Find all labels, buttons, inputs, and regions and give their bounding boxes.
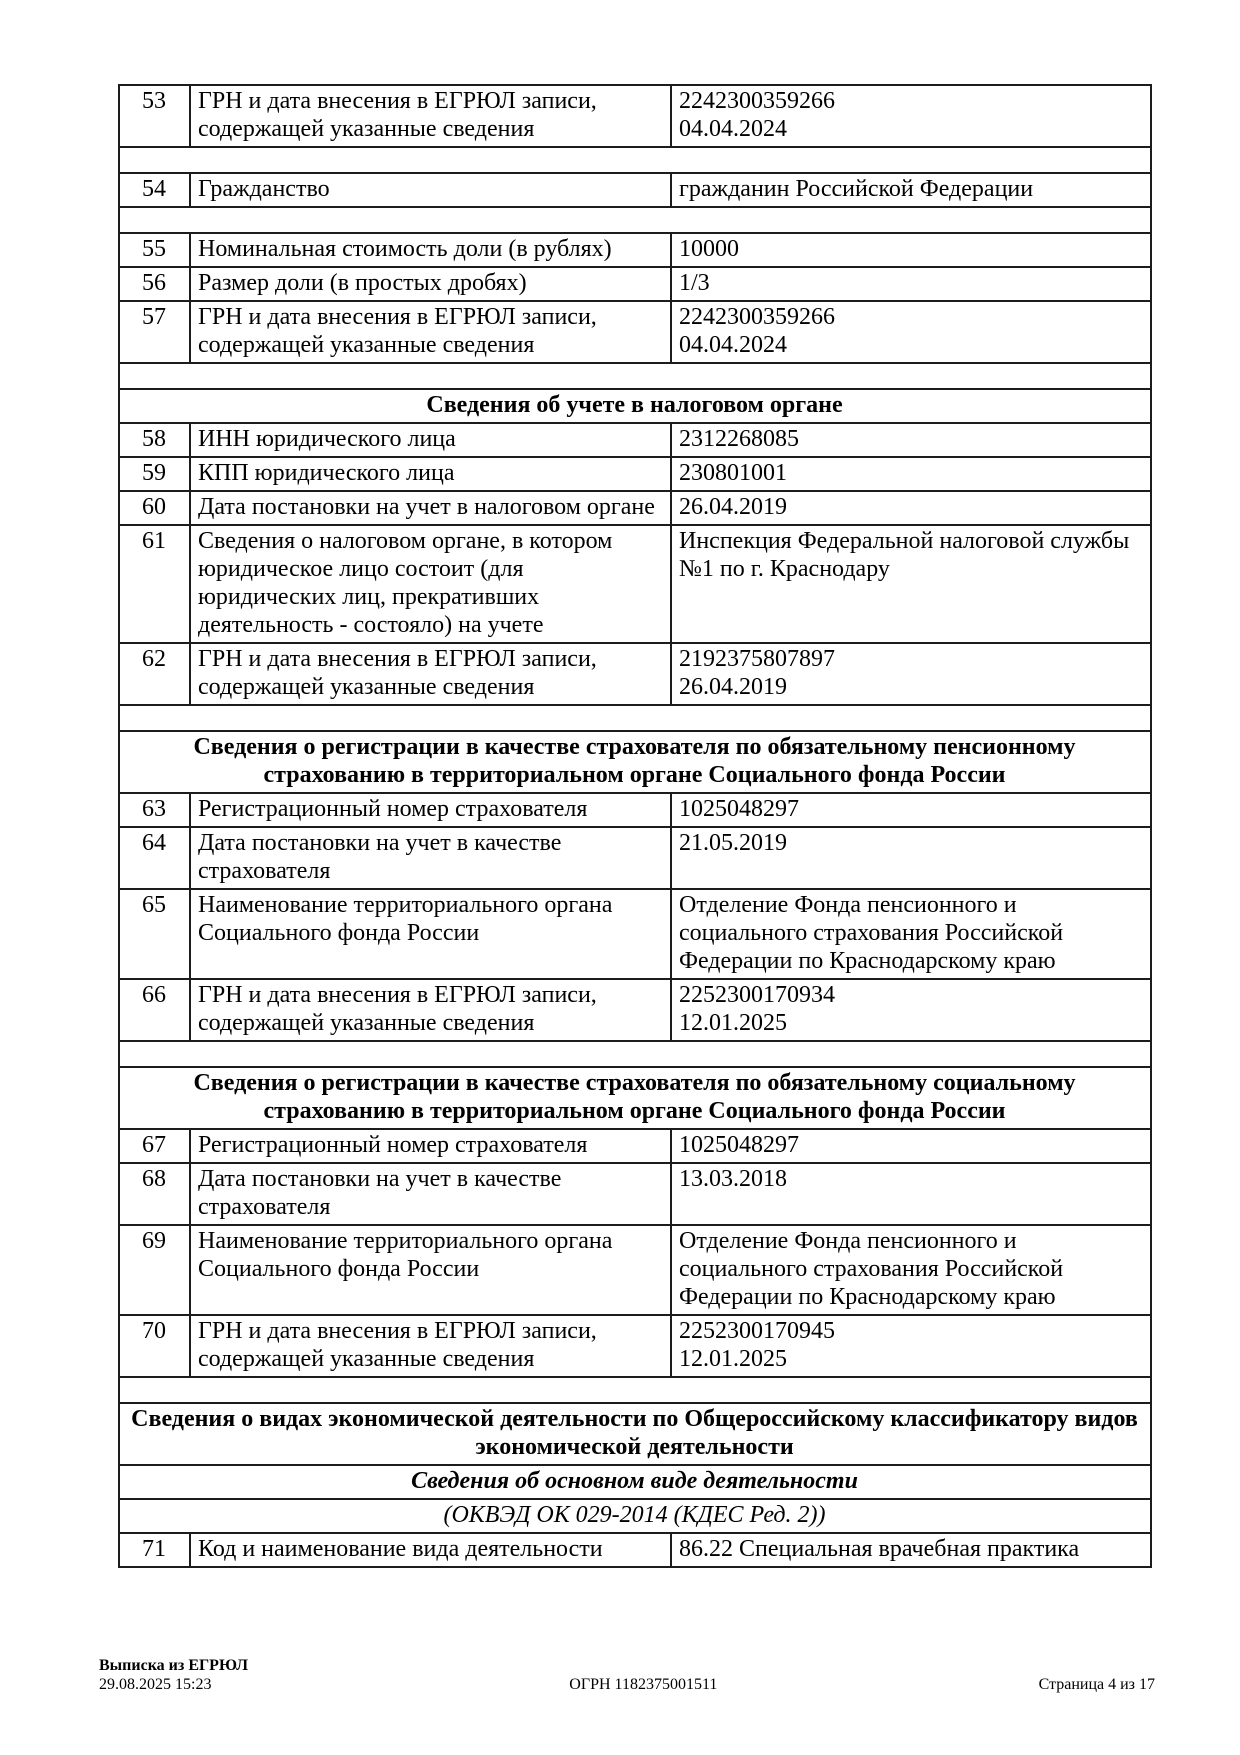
value-line: 12.01.2025 (679, 1346, 787, 1372)
row-number: 55 (119, 233, 190, 267)
table-row (119, 85, 1151, 147)
table-row (119, 525, 1151, 643)
row-value (671, 643, 1151, 705)
table-row (119, 267, 1151, 301)
value-line: 2252300170934 (679, 982, 835, 1008)
row-number: 66 (119, 979, 190, 1041)
section-header: (ОКВЭД ОК 029-2014 (КДЕС Ред. 2)) (119, 1499, 1151, 1533)
value-line: 86.22 Специальная врачебная практика (679, 1536, 1080, 1562)
row-number: 69 (119, 1225, 190, 1315)
row-label: ГРН и дата внесения в ЕГРЮЛ записи, содержащей указанные сведения (190, 643, 671, 705)
value-line: 26.04.2019 (679, 674, 787, 700)
row-value (671, 1163, 1151, 1225)
table-row (119, 423, 1151, 457)
row-number: 60 (119, 491, 190, 525)
spacer-row (119, 705, 1151, 731)
value-line: 26.04.2019 (679, 494, 787, 520)
row-label: Наименование территориального органа Социального фонда России (190, 1225, 671, 1315)
value-line: гражданин Российской Федерации (679, 176, 1034, 202)
section-italic-row (119, 1465, 1151, 1499)
row-label: Размер доли (в простых дробях) (190, 267, 671, 301)
table-row (119, 889, 1151, 979)
row-label: Код и наименование вида деятельности (190, 1533, 671, 1567)
table-row (119, 1315, 1151, 1377)
row-value (671, 233, 1151, 267)
value-line: 1025048297 (679, 796, 799, 822)
value-line: 04.04.2024 (679, 116, 787, 142)
value-line: 1/3 (679, 270, 710, 296)
spacer-cell (119, 705, 1151, 731)
table-row (119, 827, 1151, 889)
table-row (119, 491, 1151, 525)
section-header: Сведения о регистрации в качестве страхователя по обязательному пенсионному страхованию в территориальном органе Социального фонда России (119, 731, 1151, 793)
row-number: 70 (119, 1315, 190, 1377)
spacer-cell (119, 207, 1151, 233)
row-value (671, 525, 1151, 643)
row-value (671, 827, 1151, 889)
value-line: 230801001 (679, 460, 787, 486)
row-number: 65 (119, 889, 190, 979)
row-value (671, 491, 1151, 525)
table-row (119, 233, 1151, 267)
spacer-cell (119, 1377, 1151, 1403)
value-line: 12.01.2025 (679, 1010, 787, 1036)
row-value (671, 457, 1151, 491)
row-value (671, 889, 1151, 979)
spacer-row (119, 363, 1151, 389)
value-line: 04.04.2024 (679, 332, 787, 358)
value-line: 10000 (679, 236, 739, 262)
row-label: Номинальная стоимость доли (в рублях) (190, 233, 671, 267)
table-row (119, 1533, 1151, 1567)
row-number: 64 (119, 827, 190, 889)
spacer-row (119, 1377, 1151, 1403)
row-label: Сведения о налоговом органе, в котором юридическое лицо состоит (для юридических лиц, прекративших деятельность - состояло) на учете (190, 525, 671, 643)
egrul-extract-table (118, 84, 1152, 1568)
value-line: 2242300359266 (679, 304, 835, 330)
row-label: Дата постановки на учет в качестве страхователя (190, 827, 671, 889)
row-label: ГРН и дата внесения в ЕГРЮЛ записи, содержащей указанные сведения (190, 85, 671, 147)
value-line: Инспекция Федеральной налоговой службы №1 по г. Краснодару (679, 528, 1130, 582)
row-number: 67 (119, 1129, 190, 1163)
footer-left-block (99, 1656, 248, 1694)
value-line: 2192375807897 (679, 646, 835, 672)
row-value (671, 1315, 1151, 1377)
table-row (119, 457, 1151, 491)
row-label: ГРН и дата внесения в ЕГРЮЛ записи, содержащей указанные сведения (190, 1315, 671, 1377)
row-label: Дата постановки на учет в качестве страхователя (190, 1163, 671, 1225)
row-value (671, 267, 1151, 301)
egrul-extract-table-container (118, 84, 1150, 1568)
table-row (119, 301, 1151, 363)
row-value (671, 1129, 1151, 1163)
row-number: 58 (119, 423, 190, 457)
section-row (119, 1403, 1151, 1465)
section-header: Сведения о видах экономической деятельности по Общероссийскому классификатору видов экономической деятельности (119, 1403, 1151, 1465)
row-label: Наименование территориального органа Социального фонда России (190, 889, 671, 979)
value-line: Отделение Фонда пенсионного и социального страхования Российской Федерации по Краснодарскому краю (679, 1228, 1064, 1310)
table-row (119, 1225, 1151, 1315)
table-row (119, 1163, 1151, 1225)
footer-page-number: Страница 4 из 17 (1038, 1676, 1155, 1693)
row-value (671, 423, 1151, 457)
value-line: 21.05.2019 (679, 830, 787, 856)
row-number: 54 (119, 173, 190, 207)
row-number: 53 (119, 85, 190, 147)
page-footer (99, 1656, 1155, 1694)
table-row (119, 979, 1151, 1041)
spacer-row (119, 207, 1151, 233)
row-value (671, 173, 1151, 207)
row-number: 57 (119, 301, 190, 363)
value-line: 2252300170945 (679, 1318, 835, 1344)
table-row (119, 643, 1151, 705)
section-row (119, 731, 1151, 793)
footer-ogrn: ОГРН 1182375001511 (569, 1676, 718, 1693)
row-number: 59 (119, 457, 190, 491)
row-label: ГРН и дата внесения в ЕГРЮЛ записи, содержащей указанные сведения (190, 979, 671, 1041)
section-row (119, 389, 1151, 423)
row-label: Регистрационный номер страхователя (190, 793, 671, 827)
spacer-row (119, 1041, 1151, 1067)
row-label: Регистрационный номер страхователя (190, 1129, 671, 1163)
table-row (119, 793, 1151, 827)
value-line: 2242300359266 (679, 88, 835, 114)
table-row (119, 173, 1151, 207)
row-number: 63 (119, 793, 190, 827)
section-row (119, 1067, 1151, 1129)
spacer-row (119, 147, 1151, 173)
section-header: Сведения о регистрации в качестве страхователя по обязательному социальному страхованию в территориальном органе Социального фонда России (119, 1067, 1151, 1129)
footer-datetime: 29.08.2025 15:23 (99, 1676, 212, 1693)
row-value (671, 1225, 1151, 1315)
row-value (671, 85, 1151, 147)
row-number: 62 (119, 643, 190, 705)
row-label: ИНН юридического лица (190, 423, 671, 457)
egrul-table-body (119, 85, 1151, 1567)
value-line: 2312268085 (679, 426, 799, 452)
row-value (671, 793, 1151, 827)
value-line: 1025048297 (679, 1132, 799, 1158)
row-number: 61 (119, 525, 190, 643)
row-label: КПП юридического лица (190, 457, 671, 491)
row-label: Гражданство (190, 173, 671, 207)
row-value (671, 301, 1151, 363)
row-value (671, 1533, 1151, 1567)
row-label: Дата постановки на учет в налоговом органе (190, 491, 671, 525)
value-line: 13.03.2018 (679, 1166, 787, 1192)
footer-document-title: Выписка из ЕГРЮЛ (99, 1657, 249, 1674)
section-header: Сведения об основном виде деятельности (119, 1465, 1151, 1499)
spacer-cell (119, 147, 1151, 173)
row-label: ГРН и дата внесения в ЕГРЮЛ записи, содержащей указанные сведения (190, 301, 671, 363)
section-header: Сведения об учете в налоговом органе (119, 389, 1151, 423)
spacer-cell (119, 1041, 1151, 1067)
note-italic-row (119, 1499, 1151, 1533)
row-number: 56 (119, 267, 190, 301)
row-number: 68 (119, 1163, 190, 1225)
value-line: Отделение Фонда пенсионного и социального страхования Российской Федерации по Краснодарскому краю (679, 892, 1064, 974)
table-row (119, 1129, 1151, 1163)
row-value (671, 979, 1151, 1041)
row-number: 71 (119, 1533, 190, 1567)
spacer-cell (119, 363, 1151, 389)
